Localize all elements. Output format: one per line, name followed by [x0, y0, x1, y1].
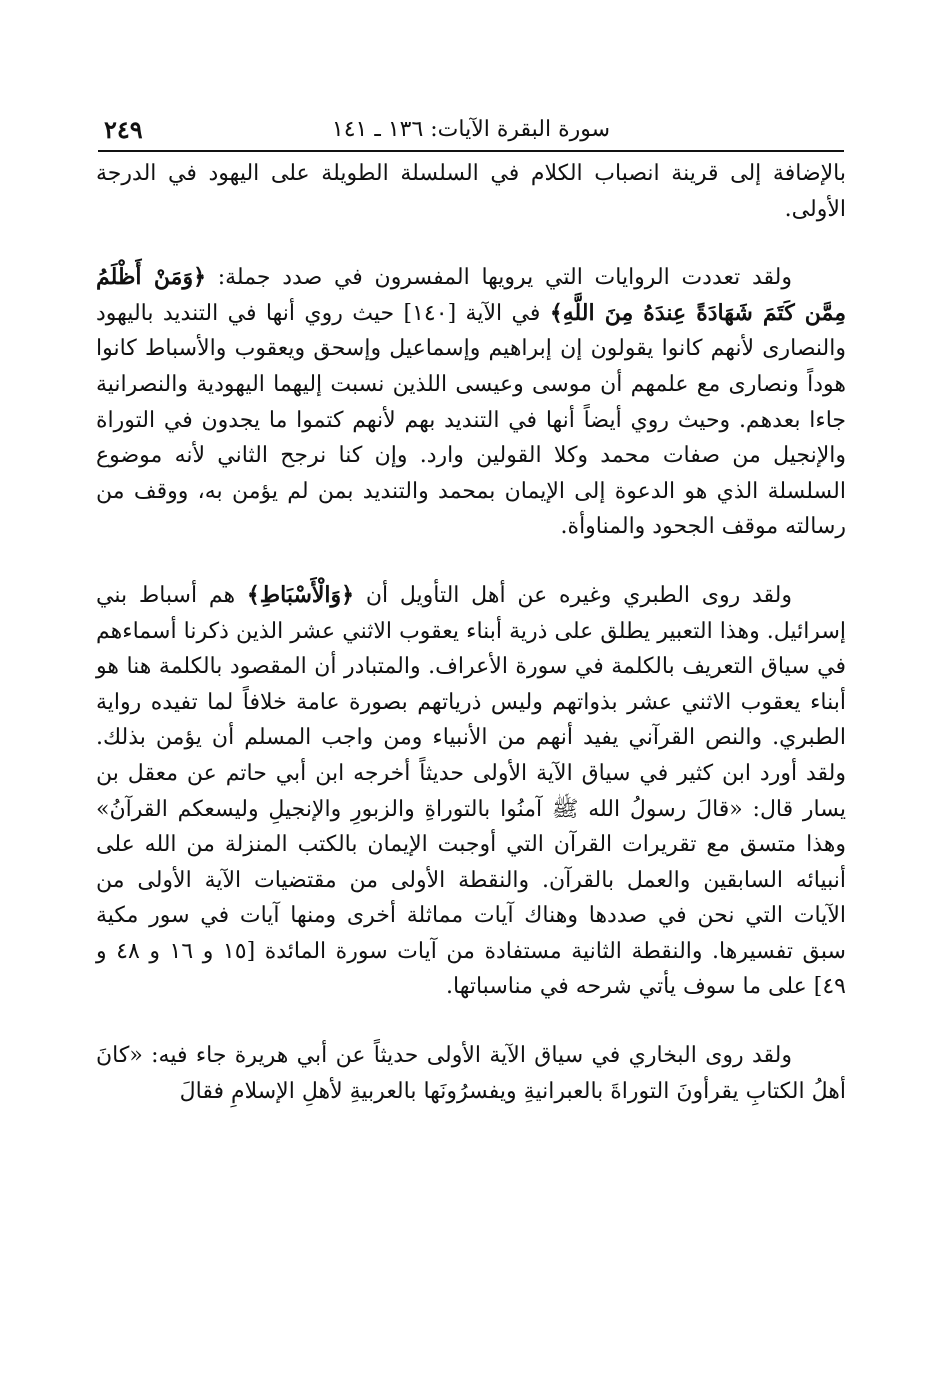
paragraph [96, 260, 846, 545]
running-title: سورة البقرة الآيات: ١٣٦ ـ ١٤١ [331, 117, 611, 142]
quran-quote: ﴿وَمَنْ أَظْلَمُ مِمَّن كَتَمَ شَهَادَةً عِندَهُ مِنَ اللَّهِ﴾ [96, 264, 846, 326]
body-text [96, 156, 846, 1109]
paragraph-text: ولقد روى البخاري في سياق الآية الأولى حديثاً عن أبي هريرة جاء فيه: «كانَ أهلُ الكتابِ يقرأونَ التوراةَ بالعبرانيةِ ويفسرُونَها بالعربيةِ لأهلِ الإسلامِ فقالَ [96, 1043, 846, 1104]
running-header [100, 112, 842, 148]
header-rule [98, 150, 844, 152]
paragraph-text: ولقد روى الطبري وغيره عن أهل التأويل أن [354, 582, 793, 608]
paragraph [96, 156, 846, 227]
paragraph [96, 1038, 846, 1109]
paragraph-text: هم أسباط بني إسرائيل. وهذا التعبير يطلق على ذرية أبناء يعقوب الاثني عشر الذين ذكرنا أسماءهم في سياق التعريف بالكلمة في سورة الأعراف. والمتبادر أن المقصود بالكلمة هنا هو أبناء يعقوب الاثني عشر بذواتهم وليس ذرياتهم بصورة عامة خلافاً لما تفيده رواية الطبري. والنص القرآني يفيد أنهم من الأنبياء ومن واجب المسلم أن يؤمن بذلك. ولقد أورد ابن كثير في سياق الآية الأولى حديثاً أخرجه ابن أبي حاتم عن معقل بن يسار قال: «قالَ رسولُ الله ﷺ آمنُوا بالتوراةِ والزبورِ والإنجيلِ وليسعكم القرآنُ» وهذا متسق مع تقريرات القرآن التي أوجبت الإيمان بالكتب المنزلة من الله على أنبيائه السابقين والعمل بالقرآن. والنقطة الأولى من مقتضيات الآية الأولى من الآيات التي نحن في صددها وهناك آيات مماثلة أخرى ومنها آيات في سور مكية سبق تفسيرها. والنقطة الثانية مستفادة من آيات سورة المائدة [١٥ و ١٦ و ٤٨ و ٤٩] على ما سوف يأتي شرحه في مناسباتها. [96, 582, 846, 1000]
quran-quote: ﴿وَالْأَسْبَاطِ﴾ [246, 581, 355, 608]
paragraph-text: بالإضافة إلى قرينة انصباب الكلام في السلسلة الطويلة على اليهود في الدرجة الأولى. [96, 161, 846, 222]
page-number: ٢٤٩ [104, 115, 143, 144]
paragraph-text: ولقد تعددت الروايات التي يرويها المفسرون في صدد جملة: [205, 265, 792, 291]
paragraph-text: في الآية [١٤٠] حيث روي أنها في التنديد باليهود والنصارى لأنهم كانوا يقولون إن إبراهيم وإسماعيل وإسحق ويعقوب والأسباط كانوا هوداً ونصارى مع علمهم أن موسى وعيسى اللذين نسبت إليهما اليهودية والنصرانية جاءا بعدهم. وحيث روي أيضاً أنها في التنديد بهم لأنهم كتموا ما يجدون في التوراة والإنجيل من صفات محمد وكلا القولين وارد. وإن كنا نرجح الثاني لأنه موضوع السلسلة الذي هو الدعوة إلى الإيمان بمحمد والتنديد بمن لم يؤمن به، ووقف من رسالته موقف الجحود والمناوأة. [96, 300, 846, 540]
paragraph [96, 578, 846, 1005]
